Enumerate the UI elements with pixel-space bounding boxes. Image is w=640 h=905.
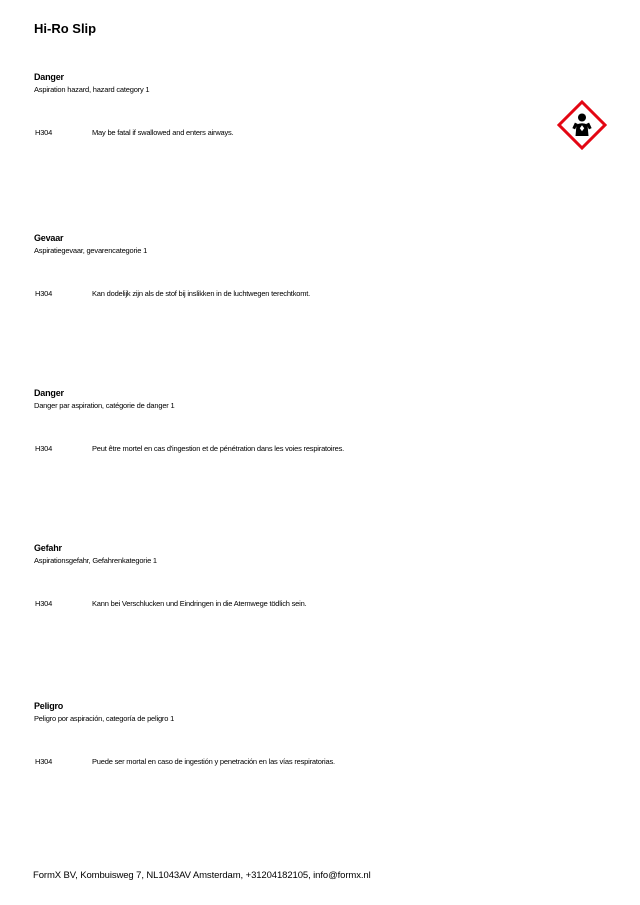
hazard-statement-row <box>34 128 554 138</box>
signal-word: Gefahr <box>34 543 62 553</box>
hazard-category: Danger par aspiration, catégorie de danger 1 <box>34 401 175 410</box>
health-hazard-icon <box>557 100 607 150</box>
hazard-category: Peligro por aspiración, categoría de peligro 1 <box>34 714 175 723</box>
hazard-statement-row <box>34 599 554 609</box>
document-title: Hi-Ro Slip <box>34 21 97 36</box>
hazard-statement-row <box>34 289 554 299</box>
hazard-code: H304 <box>35 128 53 137</box>
hazard-statement-row <box>34 757 554 767</box>
hazard-code: H304 <box>35 444 53 453</box>
hazard-statement: Peut être mortel en cas d'ingestion et de pénétration dans les voies respiratoires. <box>92 444 345 453</box>
hazard-section-nl <box>34 233 554 299</box>
hazard-statement: Puede ser mortal en caso de ingestión y penetración en las vías respiratorias. <box>92 757 335 766</box>
hazard-code: H304 <box>35 289 53 298</box>
hazard-code: H304 <box>35 599 53 608</box>
signal-word: Danger <box>34 388 64 398</box>
hazard-code: H304 <box>35 757 53 766</box>
hazard-statement: Kan dodelijk zijn als de stof bij inslikken in de luchtwegen terechtkomt. <box>92 289 311 298</box>
hazard-section-en <box>34 72 554 138</box>
hazard-statement: Kann bei Verschlucken und Eindringen in die Atemwege tödlich sein. <box>92 599 307 608</box>
footer-contact: FormX BV, Kombuisweg 7, NL1043AV Amsterdam, +31204182105, info@formx.nl <box>33 870 371 881</box>
signal-word: Peligro <box>34 701 64 711</box>
hazard-section-es <box>34 701 554 767</box>
signal-word: Gevaar <box>34 233 64 243</box>
hazard-category: Aspiration hazard, hazard category 1 <box>34 85 150 94</box>
signal-word: Danger <box>34 72 64 82</box>
hazard-category: Aspiratiegevaar, gevarencategorie 1 <box>34 246 148 255</box>
hazard-statement-row <box>34 444 554 454</box>
hazard-section-de <box>34 543 554 609</box>
hazard-section-fr <box>34 388 554 454</box>
hazard-category: Aspirationsgefahr, Gefahrenkategorie 1 <box>34 556 157 565</box>
hazard-statement: May be fatal if swallowed and enters airways. <box>92 128 234 137</box>
